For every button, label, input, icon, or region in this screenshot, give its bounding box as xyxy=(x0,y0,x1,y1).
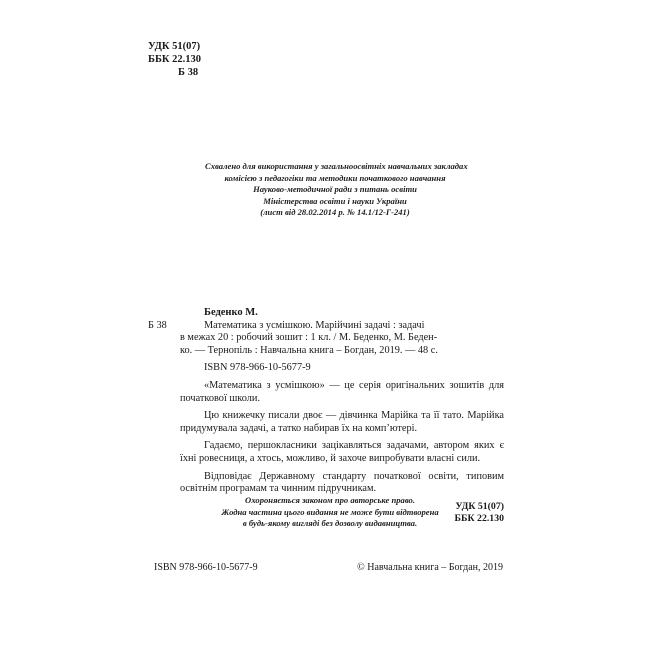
catalog-entry xyxy=(148,320,504,333)
bibliographic-record xyxy=(148,307,504,525)
isbn-line: ISBN 978-966-10-5677-9 xyxy=(204,362,311,374)
approval-line: Науково-методичної ради з питань освіти xyxy=(253,184,417,195)
bbk-code: ББК 22.130 xyxy=(454,512,504,524)
entry-line: Математика з усмішкою. Марійчині задачі : задачі xyxy=(204,319,425,331)
footer-isbn: ISBN 978-966-10-5677-9 xyxy=(154,562,258,573)
annotation-paragraph: Гадаємо, першокласники зацікавляться задачами, автором яких є їхні ровесниця, а хтось, можливо, й захоче випробувати власні сили. xyxy=(180,440,504,464)
author-mark: Б 38 xyxy=(178,67,199,78)
author-code: Б 38 xyxy=(148,319,167,331)
rights-line: Охороняється законом про авторське право. xyxy=(244,495,416,505)
author-name: Беденко М. xyxy=(204,307,258,318)
ministry-approval-note xyxy=(205,161,468,219)
rights-line: Жодна частина цього видання не може бути відтворена xyxy=(221,506,439,517)
classification-indexes-top xyxy=(148,40,201,79)
udk-code: УДК 51(07) xyxy=(455,500,504,512)
approval-line: Схвалено для використання у загальноосвітніх навчальних закладах xyxy=(205,161,468,171)
footer-copyright: © Навчальна книга – Богдан, 2019 xyxy=(357,562,503,573)
bbk-code: ББК 22.130 xyxy=(148,54,201,65)
annotation-paragraph: Відповідає Державному стандарту початкової освіти, типовим освітнім програмам та чинним підручникам. xyxy=(180,470,504,495)
rights-line: в будь-якому вигляді без дозволу видавництва. xyxy=(242,518,418,528)
annotation-paragraph: Цю книжечку писали двоє — дівчинка Марійка та її тато. Марійка придумувала задачі, а татко набирав їх на комп’ютері. xyxy=(180,410,504,434)
udk-code: УДК 51(07) xyxy=(148,41,201,52)
approval-line: Міністерства освіти і науки України xyxy=(263,195,407,206)
entry-line: в межах 20 : робочий зошит : 1 кл. / М. Беденко, М. Беден- xyxy=(180,332,438,344)
copyright-notice xyxy=(200,495,460,530)
approval-line: (лист від 28.02.2014 р. № 14.1/12-Г-241) xyxy=(260,207,410,218)
entry-line: ко. — Тернопіль : Навчальна книга – Богдан, 2019. — 48 с. xyxy=(180,344,438,356)
entry-text xyxy=(180,320,424,333)
approval-line: комісією з педагогіки та методики початкового навчання xyxy=(224,172,446,183)
annotation-paragraph: «Математика з усмішкою» — це серія оригінальних зошитів для початкової школи. xyxy=(180,379,504,404)
